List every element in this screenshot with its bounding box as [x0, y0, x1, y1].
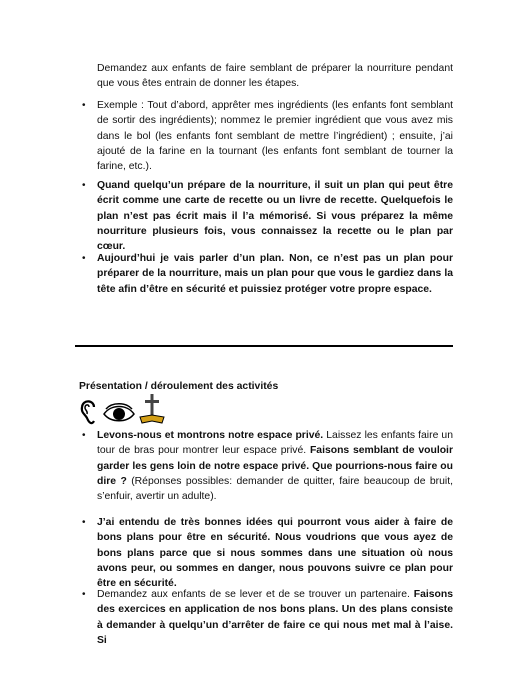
paragraph-today: Aujourd’hui je vais parler d’un plan. Non, ce n’est pas un plan pour préparer de la nourriture, mais un plan pour que vous le gardiez dans la tête afin d’être en sécurité et puissiez protéger votre propre espace. [97, 253, 453, 295]
ear-icon [78, 397, 100, 427]
activity-1-heading: Levons-nous et montrons notre espace privé. [97, 430, 324, 441]
bullet: • [82, 517, 86, 528]
paragraph-recipe: Quand quelqu’un prépare de la nourriture, il suit un plan qui peut être écrit comme une carte de recette ou un livre de recette. Quelquefois le plan n’est pas écrit mais il l’a mémorisé. Si vous préparez la même nourriture plusieurs fois, vous connaissez la recette ou le plan par cœur. [97, 180, 453, 253]
activity-item-3 [97, 587, 453, 648]
book-cross-icon [138, 393, 166, 425]
bullet: • [82, 430, 86, 441]
bullet: • [82, 253, 86, 264]
activity-3-exercise: Faisons des exercices en application de nos bons plans. Un des plans consiste à demander à quelqu’un d’arrêter de faire ce qui nous met mal à l’aise. Si [97, 589, 453, 646]
section-title: Présentation / déroulement des activités [79, 381, 279, 392]
activity-1-answers: (Réponses possibles: demander de quitter, faire beaucoup de bruit, s’enfuir, avertir un adulte). [97, 475, 453, 503]
bullet: • [82, 180, 86, 191]
activity-icons [78, 397, 168, 427]
bullet: • [82, 589, 86, 600]
activity-item-1 [97, 428, 453, 504]
activity-3-text: Demandez aux enfants de se lever et de se trouver un partenaire. [97, 589, 414, 600]
bullet: • [82, 100, 86, 111]
activity-1-text: Laissez les enfants faire un tour de bras pour montrer leur espace privé. [97, 430, 453, 457]
paragraph-example: Exemple : Tout d’abord, apprêter mes ingrédients (les enfants font semblant de sortir des ingrédients); nommez le premier ingrédient que vous avez mis dans le bol (les enfants font semblant de mettre l’ingrédient) ; ensuite, j’ai ajouté de la farine en la tournant (les enfants font semblant de tourner la farine, etc.). [97, 100, 453, 173]
activity-1-question: Faisons semblant de vouloir garder les gens loin de notre espace privé. Que pourrions-nous faire ou dire ? [97, 445, 453, 487]
paragraph-intro: Demandez aux enfants de faire semblant de préparer la nourriture pendant que vous êtes entrain de donner les étapes. [97, 63, 453, 90]
activity-item-2: J’ai entendu de très bonnes idées qui pourront vous aider à faire de bons plans pour être en sécurité. Nous voudrions que vous ayez de bons plans parce que si nous sommes dans une situation où nous avons peur, ou sommes en danger, nous pouvons suivre ce plan pour être en sécurité. [97, 517, 453, 590]
eye-icon [102, 403, 136, 425]
horizontal-rule [75, 345, 453, 347]
